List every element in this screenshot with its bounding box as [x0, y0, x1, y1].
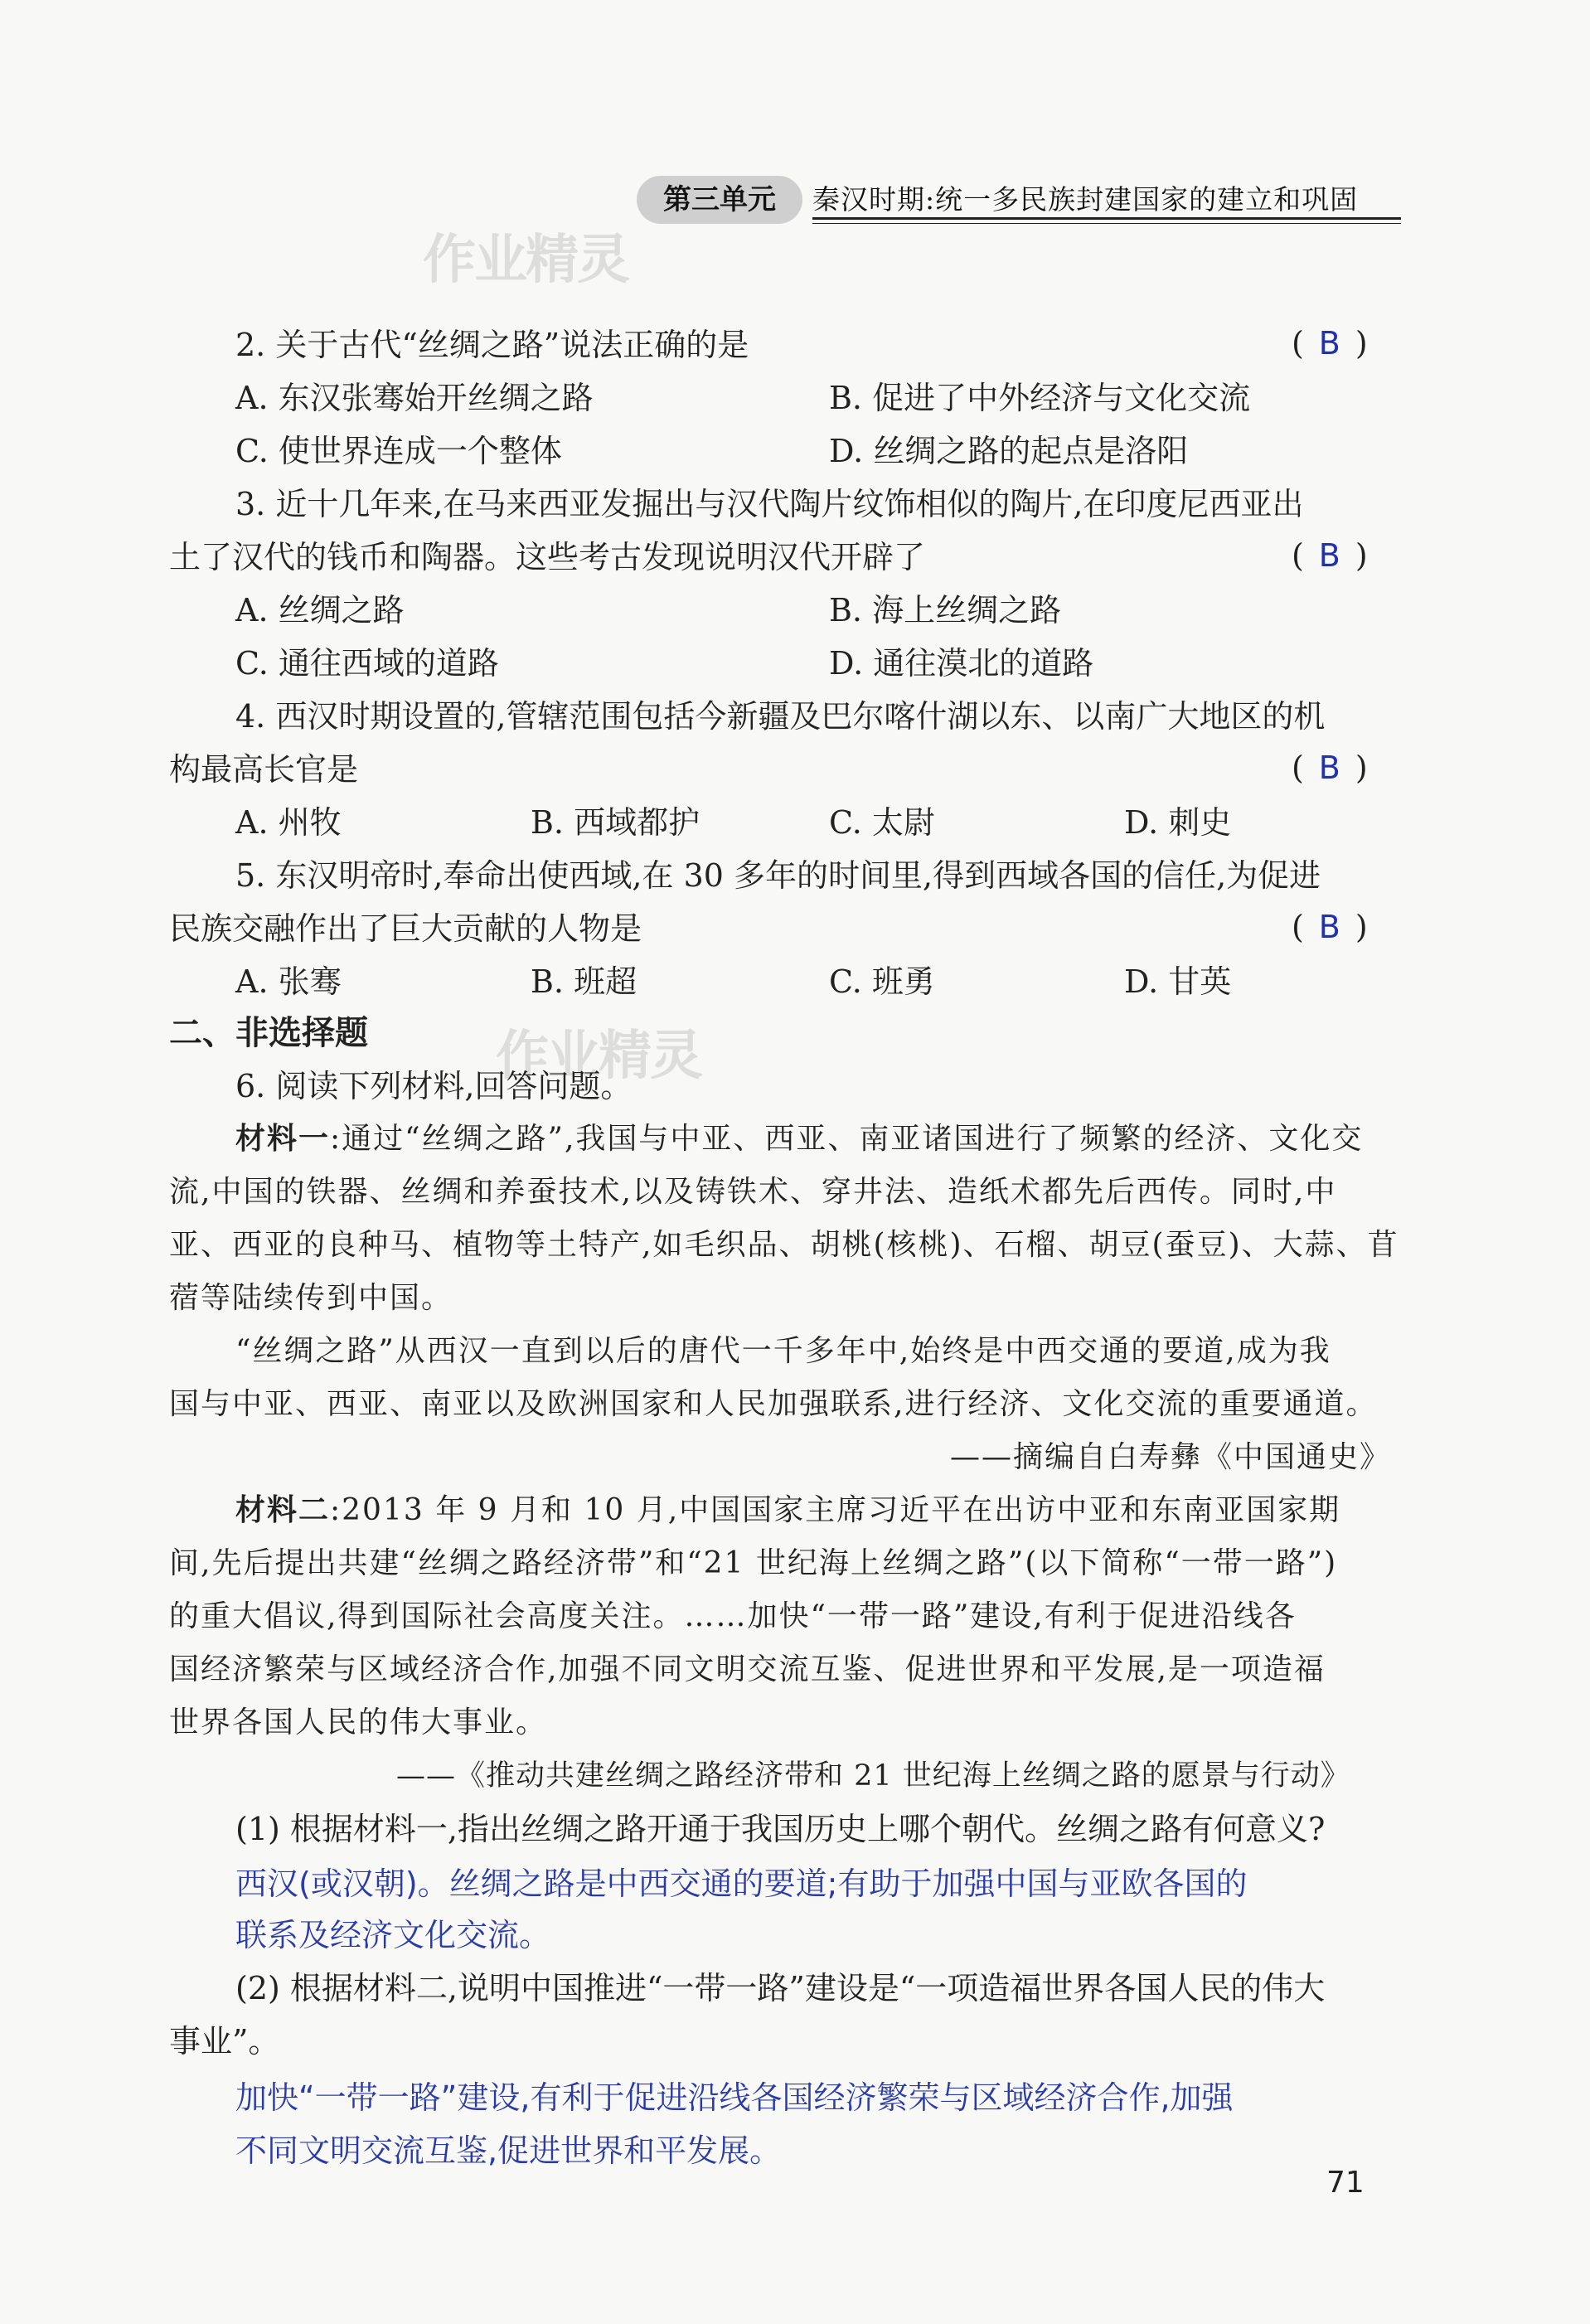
material1-line: “丝绸之路”从西汉一直到以后的唐代一千多年中,始终是中西交通的要道,成为我: [235, 1334, 1331, 1368]
material2-line: 材料二:2013 年 9 月和 10 月,中国国家主席习近平在出访中亚和东南亚国家期: [235, 1493, 1341, 1527]
q5-answer-bracket: ( B ): [1292, 904, 1368, 950]
q2-option-d: D. 丝绸之路的起点是洛阳: [829, 433, 1189, 469]
q3-answer: B: [1318, 537, 1340, 574]
q5-option-b: B. 班超: [531, 963, 637, 1000]
material1-line: 蓿等陆续传到中国。: [169, 1281, 453, 1315]
q2-stem: 2. 关于古代“丝绸之路”说法正确的是: [235, 327, 749, 363]
material1-source: ——摘编自白寿彝《中国通史》: [950, 1440, 1392, 1474]
q3-option-d: D. 通往漠北的道路: [829, 645, 1094, 682]
q5-option-d: D. 甘英: [1124, 963, 1232, 1000]
q4-option-d: D. 刺史: [1124, 804, 1232, 841]
sub-answer-1-line: 西汉(或汉朝)。丝绸之路是中西交通的要道;有助于加强中国与亚欧各国的: [235, 1866, 1248, 1902]
material1-label: 材料一: [235, 1122, 331, 1156]
q5-answer: B: [1318, 909, 1340, 945]
material2-label: 材料二: [235, 1493, 331, 1527]
q2-option-c: C. 使世界连成一个整体: [235, 433, 562, 469]
material1-line: 材料一:通过“丝绸之路”,我国与中亚、西亚、南亚诸国进行了频繁的经济、文化交: [235, 1122, 1364, 1156]
watermark: 作业精灵: [496, 1026, 701, 1087]
sub-answer-1-line: 联系及经济文化交流。: [235, 1917, 551, 1953]
q4-option-a: A. 州牧: [235, 804, 342, 841]
q3-option-b: B. 海上丝绸之路: [829, 592, 1062, 628]
sub-question-2: (2) 根据材料二,说明中国推进“一带一路”建设是“一项造福世界各国人民的伟大: [235, 1970, 1326, 2006]
material2-line: 国经济繁荣与区域经济合作,加强不同文明交流互鉴、促进世界和平发展,是一项造福: [169, 1652, 1326, 1686]
q4-answer-bracket: ( B ): [1292, 745, 1368, 791]
unit-title: 秦汉时期:统一多民族封建国家的建立和巩固: [812, 183, 1359, 216]
header-rule: [812, 217, 1401, 220]
q4-answer: B: [1318, 750, 1340, 786]
unit-label: 第三单元: [637, 176, 802, 224]
material2-source: ——《推动共建丝绸之路经济带和 21 世纪海上丝绸之路的愿景与行动》: [396, 1759, 1350, 1793]
sub-answer-2-line: 不同文明交流互鉴,促进世界和平发展。: [235, 2132, 782, 2169]
q3-stem-line1: 3. 近十几年来,在马来西亚发掘出与汉代陶片纹饰相似的陶片,在印度尼西亚出: [235, 486, 1304, 522]
q2-answer: B: [1318, 325, 1340, 361]
q4-stem-line2: 构最高长官是: [169, 751, 359, 788]
q3-option-a: A. 丝绸之路: [235, 592, 405, 628]
section-title: 二、非选择题: [169, 1014, 368, 1052]
q5-stem-line1: 5. 东汉明帝时,奉命出使西域,在 30 多年的时间里,得到西域各国的信任,为促进: [235, 857, 1321, 894]
material1-line: 流,中国的铁器、丝绸和养蚕技术,以及铸铁术、穿井法、造纸术都先后西传。同时,中: [169, 1175, 1337, 1209]
q3-answer-bracket: ( B ): [1292, 532, 1368, 579]
material1-line: 亚、西亚的良种马、植物等土特产,如毛织品、胡桃(核桃)、石榴、胡豆(蚕豆)、大蒜、苜: [169, 1228, 1399, 1262]
material2-line: 世界各国人民的伟大事业。: [169, 1705, 548, 1739]
material2-line: 间,先后提出共建“丝绸之路经济带”和“21 世纪海上丝绸之路”(以下简称“一带一路”): [169, 1546, 1338, 1580]
header-rule-thin: [812, 223, 1401, 224]
q5-option-c: C. 班勇: [829, 963, 935, 1000]
watermark: 作业精灵: [423, 230, 628, 291]
page-number: 71: [1326, 2166, 1365, 2200]
sub-question-2-cont: 事业”。: [169, 2023, 280, 2060]
q5-stem-line2: 民族交融作出了巨大贡献的人物是: [169, 910, 642, 947]
q3-option-c: C. 通往西域的道路: [235, 645, 499, 682]
material2-line: 的重大倡议,得到国际社会高度关注。……加快“一带一路”建设,有利于促进沿线各: [169, 1599, 1297, 1633]
q3-stem-line2: 土了汉代的钱币和陶器。这些考古发现说明汉代开辟了: [169, 539, 926, 575]
q5-option-a: A. 张骞: [235, 963, 342, 1000]
q4-option-c: C. 太尉: [829, 804, 935, 841]
sub-answer-2-line: 加快“一带一路”建设,有利于促进沿线各国经济繁荣与区域经济合作,加强: [235, 2079, 1234, 2116]
q4-option-b: B. 西域都护: [531, 804, 700, 841]
q6-stem: 6. 阅读下列材料,回答问题。: [235, 1068, 633, 1104]
q2-answer-bracket: ( B ): [1292, 320, 1368, 366]
q4-stem-line1: 4. 西汉时期设置的,管辖范围包括今新疆及巴尔喀什湖以东、以南广大地区的机: [235, 698, 1326, 735]
material1-line: 国与中亚、西亚、南亚以及欧洲国家和人民加强联系,进行经济、文化交流的重要通道。: [169, 1387, 1378, 1421]
q2-option-b: B. 促进了中外经济与文化交流: [829, 380, 1251, 416]
q2-option-a: A. 东汉张骞始开丝绸之路: [235, 380, 594, 416]
sub-question-1: (1) 根据材料一,指出丝绸之路开通于我国历史上哪个朝代。丝绸之路有何意义?: [235, 1811, 1326, 1847]
